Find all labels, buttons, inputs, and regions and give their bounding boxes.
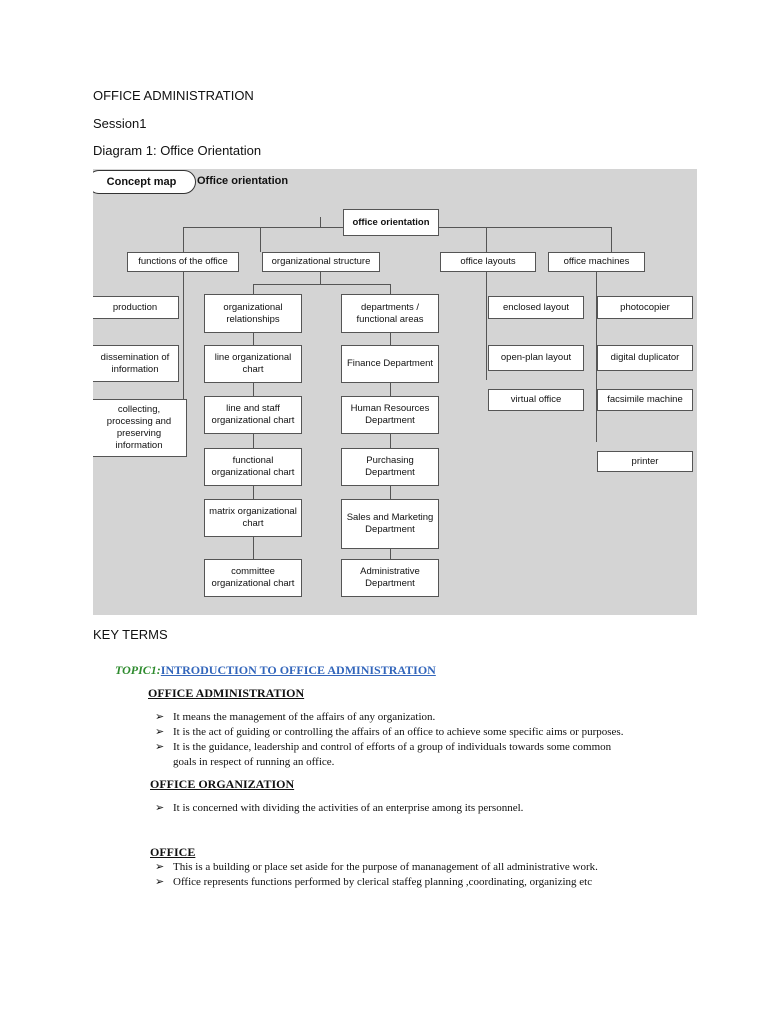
branch-functions-of-office: functions of the office bbox=[127, 252, 239, 272]
org-chart-node: committee organizational chart bbox=[204, 559, 302, 597]
arrow-bullet-icon: ➢ bbox=[155, 726, 165, 738]
arrow-bullet-icon: ➢ bbox=[155, 802, 165, 814]
section-heading-office: OFFICE bbox=[150, 845, 196, 859]
root-node: office orientation bbox=[343, 209, 439, 236]
machine-item: photocopier bbox=[597, 296, 693, 319]
topic-prefix: TOPIC1: bbox=[115, 663, 161, 677]
arrow-bullet-icon: ➢ bbox=[155, 861, 165, 873]
bullet-item: ➢ It is the act of guiding or controlling the affairs of an office to achieve some specific aims or purposes. bbox=[155, 726, 624, 738]
key-terms-heading: KEY TERMS bbox=[93, 627, 168, 642]
concept-map-badge: Concept map bbox=[93, 170, 196, 194]
arrow-bullet-icon: ➢ bbox=[155, 711, 165, 723]
diagram-caption: Diagram 1: Office Orientation bbox=[93, 143, 262, 158]
department-node: Sales and Marketing Department bbox=[341, 499, 439, 549]
layout-item: virtual office bbox=[488, 389, 584, 411]
machine-item: printer bbox=[597, 451, 693, 472]
department-node: Administrative Department bbox=[341, 559, 439, 597]
branch-office-layouts: office layouts bbox=[440, 252, 536, 272]
org-chart-node: matrix organizational chart bbox=[204, 499, 302, 537]
function-item: collecting, processing and preserving information bbox=[93, 399, 187, 457]
department-node: Purchasing Department bbox=[341, 448, 439, 486]
topic-title: INTRODUCTION TO OFFICE ADMINISTRATION bbox=[160, 663, 436, 677]
department-node: Human Resources Department bbox=[341, 396, 439, 434]
machine-item: digital duplicator bbox=[597, 345, 693, 371]
bullet-item: ➢ It is the guidance, leadership and control of efforts of a group of individuals towards some common bbox=[155, 741, 612, 753]
function-item: dissemination of information bbox=[93, 345, 179, 382]
arrow-bullet-icon: ➢ bbox=[155, 876, 165, 888]
arrow-bullet-icon: ➢ bbox=[155, 741, 165, 753]
bullet-item: ➢ Office represents functions performed by clerical staffeg planning ,coordinating, organizing etc bbox=[155, 876, 593, 888]
section-heading-office-administration: OFFICE ADMINISTRATION bbox=[148, 686, 305, 700]
departments-node: departments / functional areas bbox=[341, 294, 439, 333]
branch-organizational-structure: organizational structure bbox=[262, 252, 380, 272]
department-node: Finance Department bbox=[341, 345, 439, 383]
org-chart-node: functional organizational chart bbox=[204, 448, 302, 486]
document-title: OFFICE ADMINISTRATION bbox=[93, 88, 254, 103]
branch-office-machines: office machines bbox=[548, 252, 645, 272]
topic-heading bbox=[115, 663, 436, 678]
org-chart-node: line and staff organizational chart bbox=[204, 396, 302, 434]
org-chart-node: line organizational chart bbox=[204, 345, 302, 383]
bullet-item: ➢ It means the management of the affairs of any organization. bbox=[155, 711, 436, 723]
bullet-item: ➢ It is concerned with dividing the activities of an enterprise among its personnel. bbox=[155, 802, 524, 814]
section-heading-office-organization: OFFICE ORGANIZATION bbox=[150, 777, 295, 791]
concept-map-diagram bbox=[93, 169, 697, 615]
concept-map-title: Office orientation bbox=[197, 175, 289, 187]
layout-item: open-plan layout bbox=[488, 345, 584, 371]
session-label: Session1 bbox=[93, 116, 147, 131]
machine-item: facsimile machine bbox=[597, 389, 693, 411]
function-item: production bbox=[93, 296, 179, 319]
layout-item: enclosed layout bbox=[488, 296, 584, 319]
bullet-continuation: goals in respect of running an office. bbox=[173, 756, 335, 768]
org-relationships-node: organizational relationships bbox=[204, 294, 302, 333]
bullet-item: ➢ This is a building or place set aside for the purpose of mananagement of all administrative work. bbox=[155, 861, 598, 873]
